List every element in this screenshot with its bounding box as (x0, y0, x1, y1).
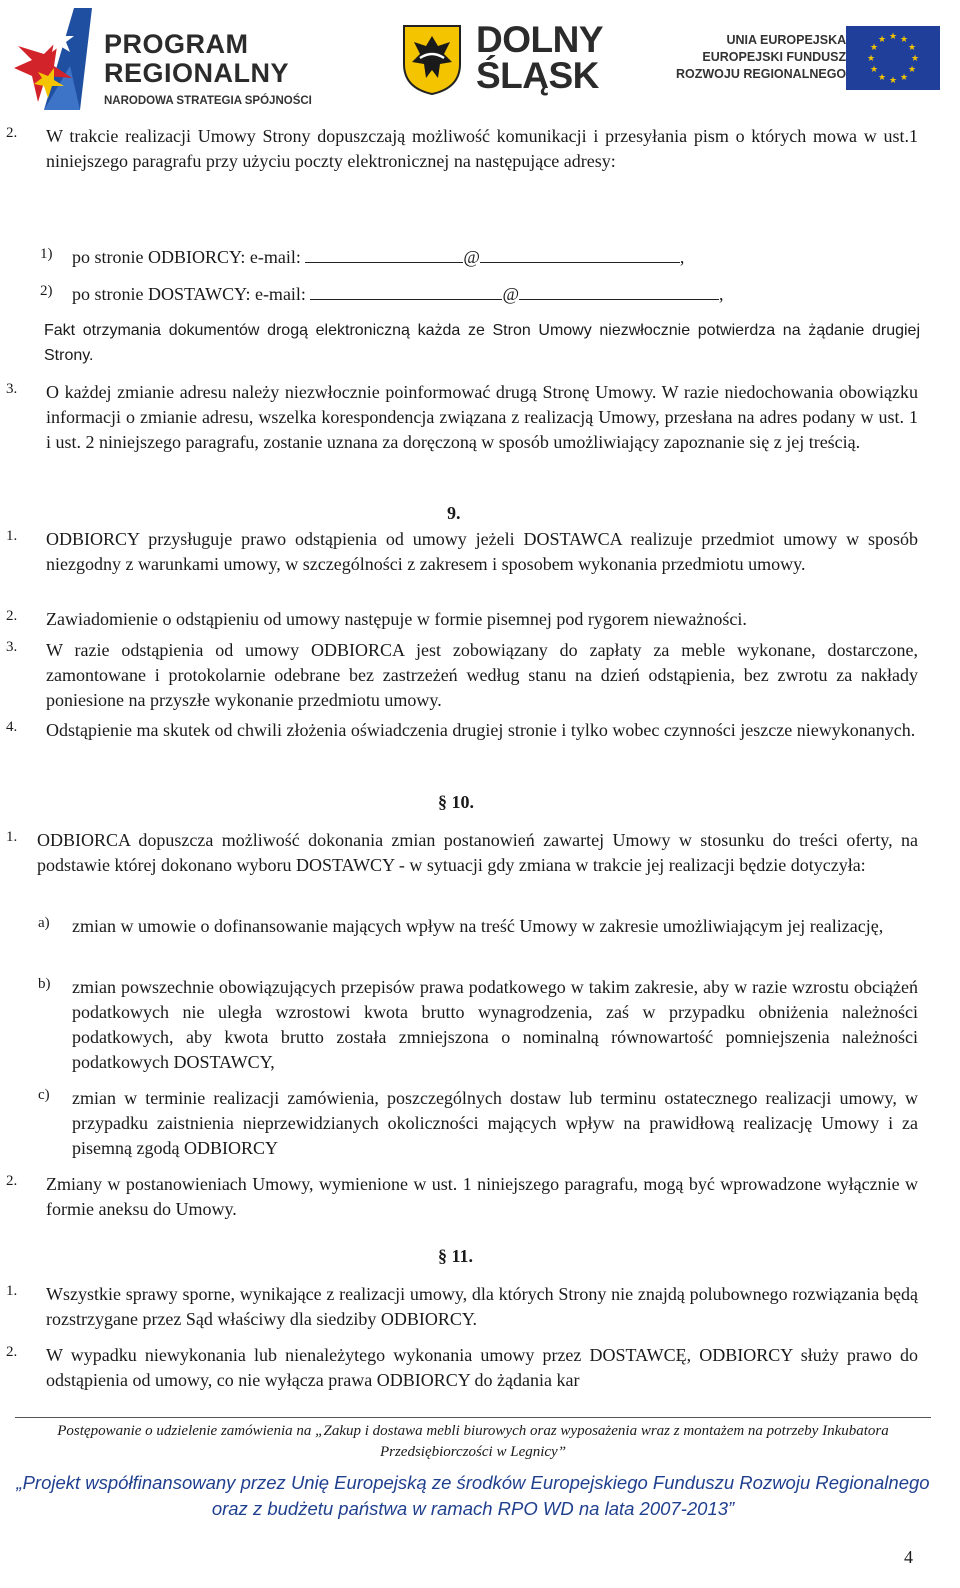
svg-text:★: ★ (888, 32, 898, 42)
dolny-slask-crest-icon (402, 24, 462, 96)
page-header (0, 0, 960, 118)
svg-text:★: ★ (907, 43, 917, 53)
email-domain-blank (480, 246, 680, 263)
footer-cofinancing-note: „Projekt współfinansowany przez Unię Europejską ze środków Europejskiego Funduszu Rozwoju Regionalnego oraz z budżetu państwa w ramach RPO WD na lata 2007-2013” (16, 1472, 930, 1519)
program-regionalny-logo-icon (14, 6, 98, 112)
program-regionalny-subtitle: NARODOWA STRATEGIA SPÓJNOŚCI (104, 95, 312, 107)
section-heading: 9. (447, 503, 461, 523)
email-domain-blank (519, 283, 719, 300)
svg-text:★: ★ (869, 43, 879, 53)
confirmation-paragraph: Fakt otrzymania dokumentów drogą elektroniczną każda ze Stron Umowy niezwłocznie potwierdza na żądanie drugiej Strony. (44, 322, 920, 364)
svg-text:★: ★ (877, 73, 887, 83)
email-user-blank (305, 246, 463, 263)
email-user-blank (310, 283, 502, 300)
svg-text:★: ★ (910, 54, 920, 64)
footer-divider (15, 1417, 931, 1418)
svg-text:★: ★ (899, 35, 909, 45)
eu-fund-text: UNIA EUROPEJSKA EUROPEJSKI FUNDUSZ ROZWOJU REGIONALNEGO (676, 33, 847, 81)
svg-text:★: ★ (899, 73, 909, 83)
dolny-slask-title: DOLNY ŚLĄSK (476, 19, 603, 96)
svg-text:★: ★ (866, 54, 876, 64)
svg-text:★: ★ (877, 35, 887, 45)
svg-text:★: ★ (907, 65, 917, 75)
eu-flag-icon (846, 26, 940, 90)
svg-text:★: ★ (869, 65, 879, 75)
program-regionalny-title: PROGRAM REGIONALNY (104, 29, 290, 88)
section-heading: § 10. (438, 792, 474, 812)
footer-procurement-note: Postępowanie o udzielenie zamówienia na „Zakup i dostawa mebli biurowych oraz wyposażenia wraz z montażem na potrzeby Inkubatora Przedsiębiorczości w Legnicy” (57, 1423, 889, 1460)
svg-text:★: ★ (888, 76, 898, 86)
page-number: 4 (904, 1547, 913, 1567)
section-heading: § 11. (438, 1246, 474, 1266)
